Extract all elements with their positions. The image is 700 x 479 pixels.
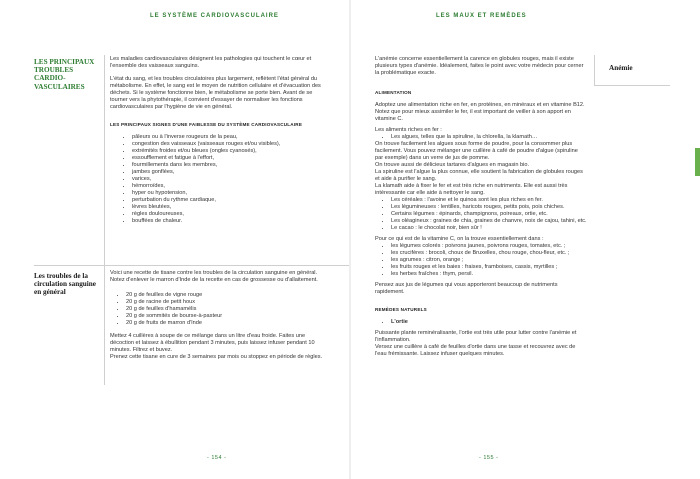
iron-text-3: La spiruline est l'algue la plus connue, elle soutient la fabrication de globules rouges et aide à purifier le sang. (375, 169, 583, 182)
list-item: • Les légumineuses : lentilles, haricots rouges, petits pois, pois chiches. (391, 204, 587, 211)
iron-text-2: On trouve aussi de délicieux tartares d'algues en magasin bio. (375, 162, 530, 168)
right-column-rule (594, 55, 595, 85)
anemia-intro: L'anémie concerne essentiellement la carence en globules rouges, mais il existe plusieurs types d'anémie. Idéalement, faites le point avec votre médecin pour cerner la problématique exacte. (375, 56, 584, 76)
circulation-intro: Voici une recette de tisane contre les troubles de la circulation sanguine en général. (110, 270, 318, 276)
ortie-paragraph-2: Versez une cuillère à café de feuilles d'ortie dans une tasse et recouvrez avec de l'eau frémissante. Laissez infuser quelques minutes. (375, 344, 576, 357)
list-item: • les crucifères : brocoli, choux de Bruxelles, chou rouge, chou-fleur, etc. ; (391, 250, 587, 257)
list-item: • perturbation du rythme cardiaque, (132, 197, 325, 204)
list-item: • Le cacao : le chocolat noir, bien sûr ! (391, 225, 587, 232)
list-item: • 20 g de sommités de bourse-à-pasteur (126, 313, 325, 320)
list-item: • les fruits rouges et les baies : fraises, framboises, cassis, myrtilles ; (391, 264, 587, 271)
remedies-list (375, 319, 587, 326)
vitc-label: Pour ce qui est de la vitamine C, on la trouve essentiellement dans : (375, 236, 544, 242)
left-page (0, 0, 349, 479)
list-item: • Certains légumes : épinards, champignons, poireaux, ortie, etc. (391, 211, 587, 218)
list-item: • varices, (132, 176, 325, 183)
right-text (375, 56, 587, 358)
right-section-rule (594, 85, 670, 86)
iron-text-4: La klamath aide à fixer le fer et est très riche en nutriments. Elle est aussi très intéressante car elle aide à nettoyer le sang. (375, 183, 568, 196)
vitc-list (375, 243, 587, 278)
recipe-instructions: Mettez 4 cuillères à soupe de ce mélange dans un litre d'eau froide. Faites une décoction et laissez à ébullition pendant 3 minutes, puis laissez infuser pendant 10 minutes. Filtrez et buvez. (110, 333, 315, 353)
list-item: • Les algues, telles que la spiruline, la chlorella, la klamath… (391, 134, 587, 141)
right-running-head: LES MAUX ET REMÈDES (436, 13, 527, 19)
list-item: • 20 g de feuilles de vigne rouge (126, 292, 325, 299)
anemia-title: Anémie (609, 64, 633, 72)
list-item: • lèvres bleutées, (132, 204, 325, 211)
list-item: • 20 g de racine de petit houx (126, 299, 325, 306)
recipe-cure: Prenez cette tisane en cure de 3 semaines par mois ou stoppez en période de règles. (110, 354, 323, 360)
list-item: • bouffées de chaleur. (132, 218, 325, 225)
right-folio: - 155 - (479, 455, 499, 461)
alimentation-heading: ALIMENTATION (375, 90, 412, 95)
circulation-note: Notez d'enlever le marron d'Inde de la recette en cas de grossesse ou d'allaitement. (110, 277, 318, 283)
iron-list-rest (375, 197, 587, 232)
list-item: • les légumes colorés : poivrons jaunes, poivrons rouges, tomates, etc. ; (391, 243, 587, 250)
left-section-rule (34, 265, 349, 266)
list-item: • jambes gonflées, (132, 169, 325, 176)
list-item: • pâleurs ou à l'inverse rougeurs de la peau, (132, 134, 325, 141)
list-item: • les herbes fraîches : thym, persil. (391, 271, 587, 278)
list-item: • hyper ou hypotension, (132, 190, 325, 197)
list-item: • 20 g de feuilles d'hamamélis (126, 306, 325, 313)
iron-list-first (375, 134, 587, 141)
intro-paragraph-2: L'état du sang, et les troubles circulatoires plus largement, reflètent l'état général du métabolisme. En effet, le sang est le moyen de nutrition cellulaire et d'évacuation des déchets. Si le système fonctionne bien, le métabolisme se porte bien. Avant de se tourner vers la phytothérapie, il convient d'essayer de normaliser les fonctions cardiovasculaires par l'hygiène de vie en général. (110, 76, 321, 110)
left-bottom-text (110, 270, 325, 367)
ortie-paragraph-1: Puissante plante reminéralisante, l'ortie est très utile pour lutter contre l'anémie et l'inflammation. (375, 330, 577, 343)
ortie-label: • L'ortie (391, 319, 587, 326)
page-accent-mark (695, 148, 700, 176)
iron-text-1: On trouve facilement les algues sous forme de poudre, pour la consommer plus facilement. Vous pouvez mélanger une cuillère à café de poudre d'algue (spiruline par exemple) dans un verre de jus de pomme. (375, 141, 578, 161)
left-top-text (110, 56, 325, 231)
intro-paragraph-1: Les maladies cardiovasculaires désignent les pathologies qui touchent le cœur et l'ensemble des vaisseaux sanguins. (110, 56, 312, 69)
alimentation-paragraph: Adoptez une alimentation riche en fer, en protéines, en minéraux et en vitamine B12. Notez que pour mieux assimiler le fer, il est important de veiller à son apport en vitamine C. (375, 102, 585, 122)
section-title: LES PRINCIPAUX TROUBLES CARDIO-VASCULAIRES (34, 58, 95, 91)
list-item: • extrémités froides et/ou bleues (ongles cyanosés), (132, 148, 325, 155)
list-item: • Les céréales : l'avoine et le quinoa sont les plus riches en fer. (391, 197, 587, 204)
remedies-heading: REMÈDES NATURELS (375, 307, 427, 312)
think-paragraph: Pensez aux jus de légumes qui vous apporteront beaucoup de nutriments rapidement. (375, 282, 558, 295)
list-item: • congestion des vaisseaux (vaisseaux rouges et/ou visibles), (132, 141, 325, 148)
iron-label: Les aliments riches en fer : (375, 127, 442, 133)
left-column-rule-2 (104, 265, 105, 385)
left-column-rule (104, 55, 105, 265)
list-item: • 20 g de fruits de marron d'Inde (126, 320, 325, 327)
signs-heading: LES PRINCIPAUX SIGNES D'UNE FAIBLESSE DU SYSTÈME CARDIOVASCULAIRE (110, 122, 303, 127)
list-item: • fourmillements dans les membres, (132, 162, 325, 169)
left-running-head: LE SYSTÈME CARDIOVASCULAIRE (150, 13, 279, 19)
recipe-list (110, 292, 325, 327)
list-item: • Les oléagineux : graines de chia, graines de chanvre, noix de cajou, tahini, etc. (391, 218, 587, 225)
right-page (351, 0, 700, 479)
list-item: • essoufflement et fatigue à l'effort, (132, 155, 325, 162)
left-folio: - 154 - (207, 455, 227, 461)
list-item: • les agrumes : citron, orange ; (391, 257, 587, 264)
signs-list (110, 134, 325, 225)
list-item: • règles douloureuses, (132, 211, 325, 218)
circulation-title: Les troubles de la circulation sanguine en général (34, 272, 96, 297)
list-item: • hémorroïdes, (132, 183, 325, 190)
